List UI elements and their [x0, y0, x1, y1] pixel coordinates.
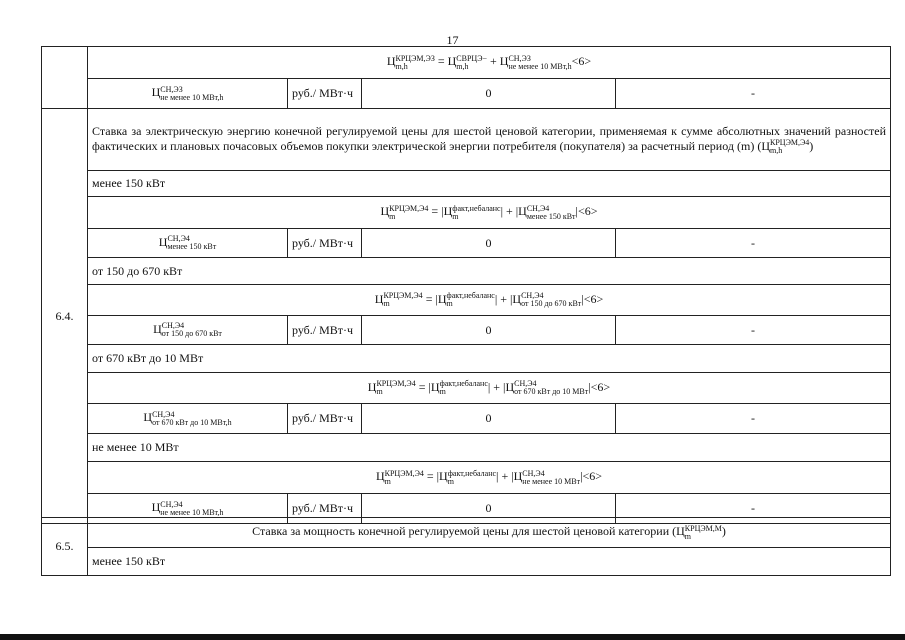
- table-row: [42, 462, 891, 494]
- section-description: Ставка за мощность конечной регулируемой цены для шестой ценовой категории (Ц КРЦЭМ,М m ): [88, 518, 891, 548]
- value-cell: 0: [362, 404, 616, 434]
- unit-cell: руб./ МВт·ч: [288, 229, 362, 258]
- table-row: [42, 434, 891, 462]
- table-row: [42, 79, 891, 109]
- symbol-cell: Ц СН,Э4 не менее 10 МВт,h: [88, 494, 288, 524]
- table-row: [42, 109, 891, 171]
- formula-cell: Ц КРЦЭМ,Э4 m = |Ц факт,небаланс m | + |Ц СН,Э4 от 670 кВт до 10 МВт |<6>: [88, 373, 891, 404]
- unit-cell: руб./ МВт·ч: [288, 79, 362, 109]
- table-row: [42, 197, 891, 229]
- table-row: [42, 548, 891, 576]
- unit-cell: руб./ МВт·ч: [288, 404, 362, 434]
- value-cell: 0: [362, 494, 616, 524]
- table-row: [42, 258, 891, 285]
- row-number-cell: [42, 47, 88, 109]
- table-row: [42, 229, 891, 258]
- unit-cell: руб./ МВт·ч: [288, 316, 362, 345]
- page-number: 17: [446, 33, 459, 47]
- tariff-table-continuation: [41, 517, 891, 576]
- group-title: от 150 до 670 кВт: [88, 258, 891, 285]
- formula-cell: Ц КРЦЭМ,Э4 m = |Ц факт,небаланс m | + |Ц СН,Э4 менее 150 кВт |<6>: [88, 197, 891, 229]
- table-row: [42, 518, 891, 548]
- table-row: [42, 47, 891, 79]
- unit-cell: руб./ МВт·ч: [288, 494, 362, 524]
- formula-cell: Ц КРЦЭМ,Э4 m = |Ц факт,небаланс m | + |Ц СН,Э4 не менее 10 МВт |<6>: [88, 462, 891, 494]
- value-cell: 0: [362, 229, 616, 258]
- formula-cell: Ц КРЦЭМ,Э4 m = |Ц факт,небаланс m | + |Ц СН,Э4 от 150 до 670 кВт |<6>: [88, 285, 891, 316]
- dash-cell: -: [616, 404, 891, 434]
- group-title: менее 150 кВт: [88, 171, 891, 197]
- formula-cell: Ц КРЦЭМ,ЭЗ m,h = Ц СВРЦЭ− m,h + Ц СН,ЭЗ не менее 10 МВт,h <6>: [88, 47, 891, 79]
- table-row: [42, 171, 891, 197]
- section-number: 6.4.: [42, 109, 88, 524]
- section-number: 6.5.: [42, 518, 88, 576]
- table-row: [42, 404, 891, 434]
- group-title: менее 150 кВт: [88, 548, 891, 576]
- symbol-cell: Ц СН,Э4 от 150 до 670 кВт: [88, 316, 288, 345]
- symbol-cell: Ц СН,Э4 менее 150 кВт: [88, 229, 288, 258]
- scan-edge: [0, 634, 905, 640]
- group-title: от 670 кВт до 10 МВт: [88, 345, 891, 373]
- table-row: [42, 345, 891, 373]
- dash-cell: -: [616, 79, 891, 109]
- symbol-cell: Ц СН,Э4 от 670 кВт до 10 МВт,h: [88, 404, 288, 434]
- value-cell: 0: [362, 79, 616, 109]
- dash-cell: -: [616, 229, 891, 258]
- value-cell: 0: [362, 316, 616, 345]
- table-row: [42, 316, 891, 345]
- table-row: [42, 373, 891, 404]
- dash-cell: -: [616, 494, 891, 524]
- dash-cell: -: [616, 316, 891, 345]
- group-title: не менее 10 МВт: [88, 434, 891, 462]
- table-row: [42, 285, 891, 316]
- tariff-table: [41, 46, 891, 524]
- section-description: Ставка за электрическую энергию конечной регулируемой цены для шестой ценовой категории, применяемая к сумме абсолютных значений разностей фактических и плановых почасовых объемов покупки электрической энергии потребителя (покупателя) за расчетный период (m) (Ц КРЦЭМ,Э4 m,h ): [88, 109, 891, 171]
- symbol-cell: Ц СН,ЭЗ не менее 10 МВт,h: [88, 79, 288, 109]
